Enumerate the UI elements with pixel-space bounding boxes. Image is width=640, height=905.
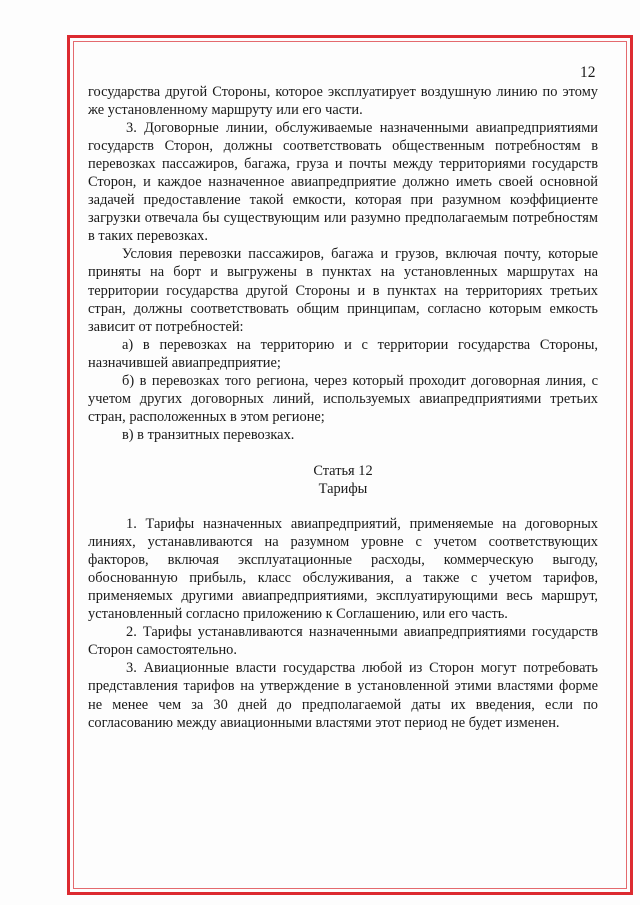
list-item-b: б) в перевозках того региона, через который проходит договорная линия, с учетом других договорных линий, используемых авиапредприятиями третьих стран, расположенных в этом регионе; <box>88 372 598 425</box>
document-body <box>88 83 598 732</box>
list-item-a: а) в перевозках на территорию и с территории государства Стороны, назначившей авиапредприятие; <box>88 336 598 371</box>
article-number: Статья 12 <box>313 462 373 479</box>
paragraph-continuation: государства другой Стороны, которое эксплуатирует воздушную линию по этому же установленному маршруту или его части. <box>88 84 598 119</box>
list-item-v: в) в транзитных перевозках. <box>122 426 295 443</box>
page-number: 12 <box>580 64 596 81</box>
article-title: Тарифы <box>318 480 368 497</box>
paragraph-carriage-conditions: Условия перевозки пассажиров, багажа и грузов, включая почту, которые приняты на борт и выгружены в пунктах на установленных маршрутах на территории государства другой Стороны и в пунктах на территориях третьих стран, должны соответствовать общим принципам, согласно которым емкость зависит от потребностей: <box>88 246 598 335</box>
paragraph-tariffs-2: 2. Тарифы устанавливаются назначенными авиапредприятиями государств Сторон самостоятельно. <box>88 624 598 659</box>
paragraph-clause-3: 3. Договорные линии, обслуживаемые назначенными авиапредприятиями государств Сторон, должны соответствовать общественным потребностям в перевозках пассажиров, багажа, груза и почты между территориями государств Сторон, и каждое назначенное авиапредприятие должно иметь своей основной задачей предоставление такой емкости, которая при разумном коэффициенте загрузки отвечала бы существующим или разумно предполагаемым потребностям в таких перевозках. <box>88 120 598 245</box>
paragraph-tariffs-1: 1. Тарифы назначенных авиапредприятий, применяемые на договорных линиях, устанавливаются на разумном уровне с учетом соответствующих факторов, включая эксплуатационные расходы, коммерческую выгоду, обоснованную прибыль, класс обслуживания, а также с учетом тарифов, применяемых другими авиапредприятиями, эксплуатирующими весь маршрут, установленный согласно приложению к Соглашению, или его часть. <box>88 516 598 623</box>
paragraph-tariffs-3: 3. Авиационные власти государства любой из Сторон могут потребовать представления тарифов на утверждение в установленной этими властями форме не менее чем за 30 дней до предполагаемой даты их введения, если по согласованию между авиационными властями этот период не будет изменен. <box>88 660 598 731</box>
